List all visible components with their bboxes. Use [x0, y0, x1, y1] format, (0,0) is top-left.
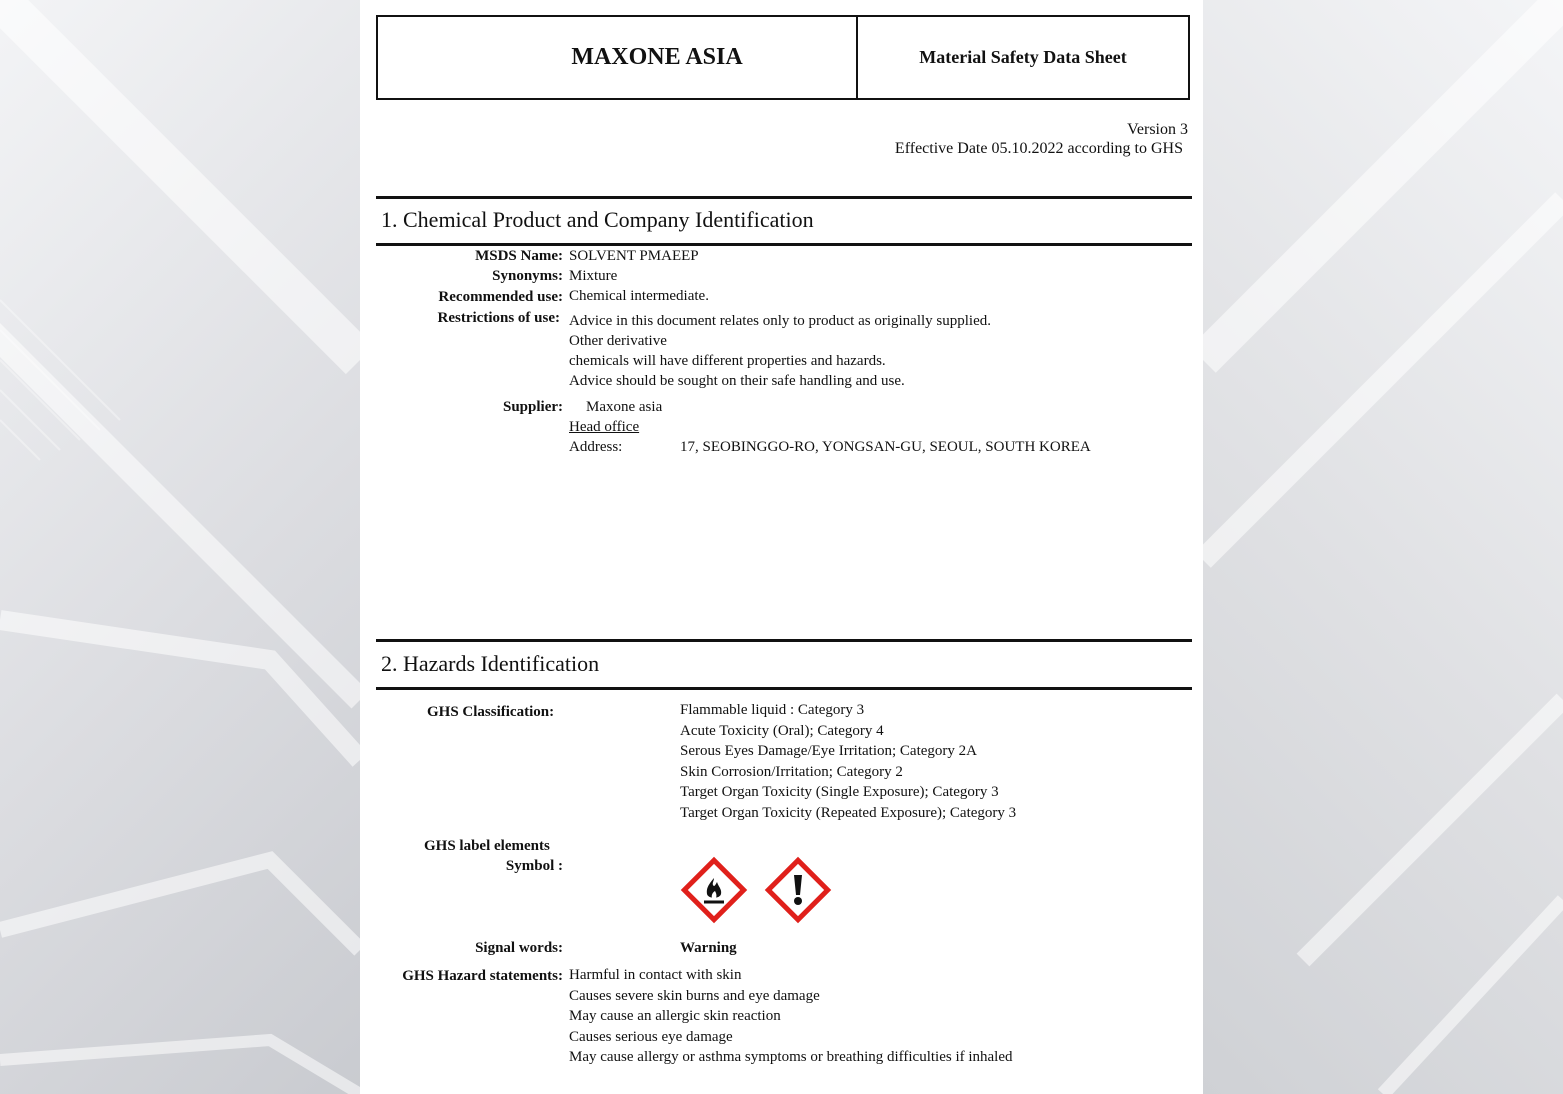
hazard-statement: Harmful in contact with skin [569, 967, 742, 983]
address-label: Address: [569, 439, 623, 455]
restrictions-line: Advice should be sought on their safe handling and use. [569, 373, 905, 389]
head-office-label: Head office [569, 419, 640, 435]
background-pattern-right [1203, 0, 1563, 1094]
section-2-bottom-rule [376, 687, 1192, 690]
effective-date: Effective Date 05.10.2022 according to GHS [894, 140, 1183, 157]
recommended-use-value: Chemical intermediate. [569, 288, 709, 304]
recommended-use-label: Recommended use: [438, 289, 563, 305]
signal-words-label: Signal words: [475, 940, 563, 956]
msds-name-value: SOLVENT PMAEEP [569, 248, 699, 264]
hazard-statement: May cause allergy or asthma symptoms or breathing difficulties if inhaled [569, 1049, 1013, 1065]
classification-item: Target Organ Toxicity (Repeated Exposure); Category 3 [680, 805, 1017, 821]
hazard-statement: Causes serious eye damage [569, 1029, 733, 1045]
hazard-statement: May cause an allergic skin reaction [569, 1008, 781, 1024]
section-2-top-rule [376, 639, 1192, 642]
section-1-top-rule [376, 196, 1192, 199]
signal-word-value: Warning [680, 940, 737, 956]
document-page [360, 0, 1203, 1094]
restrictions-label: Restrictions of use: [437, 310, 560, 326]
supplier-value: Maxone asia [586, 399, 663, 415]
restrictions-line: Other derivative [569, 333, 667, 349]
background-pattern-left [0, 0, 360, 1094]
section-1-bottom-rule [376, 243, 1192, 246]
flame-pictogram-icon [678, 854, 750, 926]
address-value: 17, SEOBINGGO-RO, YONGSAN-GU, SEOUL, SOUTH KOREA [680, 439, 1091, 455]
exclamation-pictogram-icon [762, 854, 834, 926]
classification-item: Skin Corrosion/Irritation; Category 2 [680, 764, 903, 780]
restrictions-line: Advice in this document relates only to product as originally supplied. [569, 313, 991, 329]
header-box [376, 15, 1190, 100]
supplier-label: Supplier: [502, 399, 563, 415]
ghs-classification-label: GHS Classification: [427, 704, 555, 720]
restrictions-line: chemicals will have different properties and hazards. [569, 353, 886, 369]
section-1-title: 1. Chemical Product and Company Identification [381, 207, 814, 232]
ghs-label-elements-label: GHS label elements [424, 838, 550, 854]
document-type: Material Safety Data Sheet [919, 47, 1127, 67]
version-label: Version 3 [1127, 121, 1188, 138]
synonyms-value: Mixture [569, 268, 618, 284]
hazard-statement: Causes severe skin burns and eye damage [569, 988, 820, 1004]
synonyms-label: Synonyms: [492, 268, 563, 284]
hazard-statements-label: GHS Hazard statements: [402, 968, 563, 984]
classification-item: Target Organ Toxicity (Single Exposure); Category 3 [680, 784, 999, 800]
section-2-title: 2. Hazards Identification [381, 651, 600, 676]
symbol-label: Symbol : [505, 858, 563, 874]
classification-item: Flammable liquid : Category 3 [680, 702, 865, 718]
classification-item: Acute Toxicity (Oral); Category 4 [680, 723, 884, 739]
company-name: MAXONE ASIA [378, 17, 858, 98]
classification-item: Serous Eyes Damage/Eye Irritation; Category 2A [680, 743, 977, 759]
msds-name-label: MSDS Name: [475, 248, 563, 264]
